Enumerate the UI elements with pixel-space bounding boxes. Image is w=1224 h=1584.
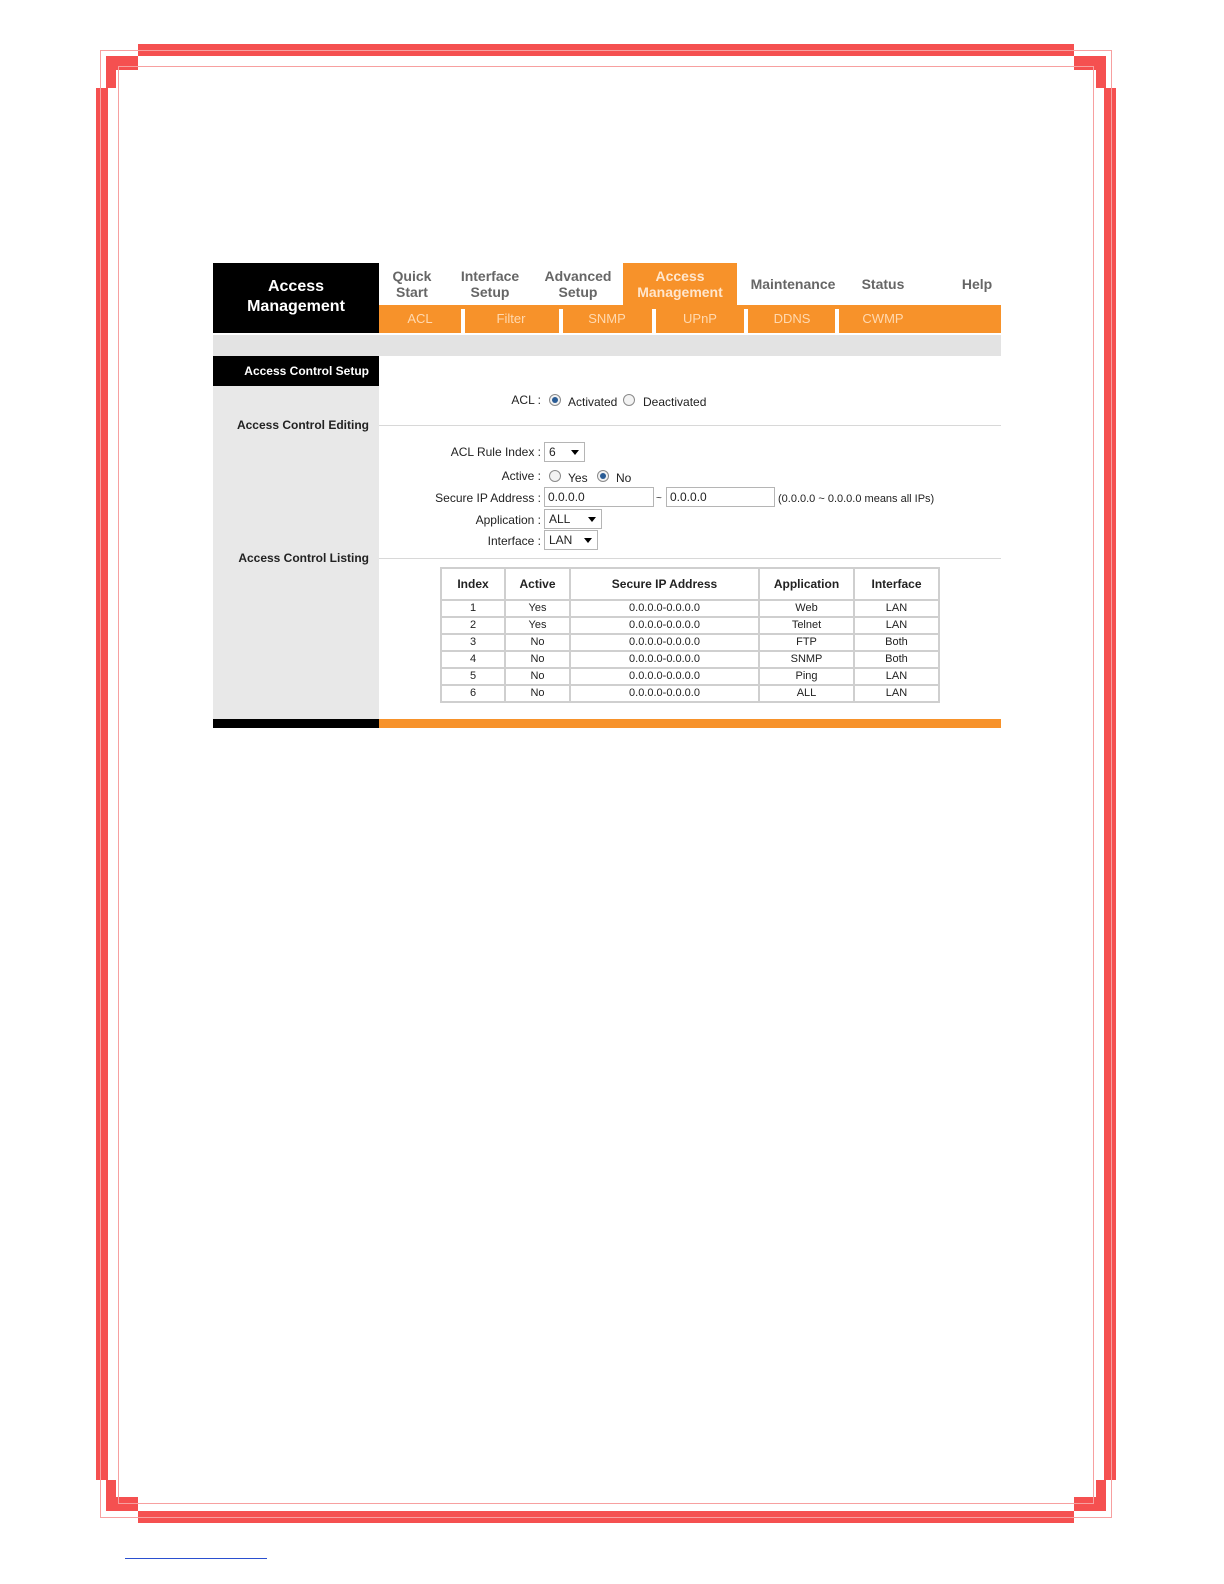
subtab-filter[interactable]: Filter: [496, 311, 526, 326]
cell-application: SNMP: [759, 651, 854, 668]
footer-bar-right: [379, 719, 1001, 728]
cell-index: 3: [441, 634, 505, 651]
nav-tab-label: Status: [861, 276, 905, 292]
section-title-setup: Access Control Setup: [213, 356, 379, 386]
cell-active: No: [505, 668, 570, 685]
chevron-down-icon: [584, 538, 592, 543]
cell-index: 4: [441, 651, 505, 668]
nav-tab-maintenance[interactable]: [743, 263, 843, 305]
table-row: [441, 685, 939, 702]
table-row: [441, 634, 939, 651]
acl-listing-table: [440, 567, 940, 703]
chevron-down-icon: [588, 517, 596, 522]
nav-tab-quick-start[interactable]: [379, 263, 445, 305]
section-sidebar: [213, 356, 379, 719]
nav-tab-label: Maintenance: [750, 276, 836, 292]
cell-interface: LAN: [854, 685, 939, 702]
router-admin-panel: [213, 263, 1001, 728]
subtab-snmp[interactable]: SNMP: [588, 311, 626, 326]
column-header-application: Application: [759, 568, 854, 600]
cell-secure-ip: 0.0.0.0-0.0.0.0: [570, 617, 759, 634]
acl-rule-index-select[interactable]: [544, 442, 585, 462]
column-header-interface: Interface: [854, 568, 939, 600]
nav-tab-label: Start: [396, 284, 428, 300]
table-row: [441, 600, 939, 617]
brand-line2: Management: [247, 298, 345, 315]
acl-activated-radio[interactable]: [549, 394, 561, 406]
cell-index: 5: [441, 668, 505, 685]
interface-select[interactable]: [544, 530, 598, 550]
section-divider: [379, 425, 1001, 426]
cell-interface: Both: [854, 651, 939, 668]
cell-application: Telnet: [759, 617, 854, 634]
active-no-radio[interactable]: [597, 470, 609, 482]
cell-application: FTP: [759, 634, 854, 651]
secure-ip-end-input[interactable]: [666, 487, 775, 507]
acl-label: ACL :: [511, 393, 541, 407]
nav-tab-access-management[interactable]: [623, 263, 737, 305]
section-label-editing: Access Control Editing: [236, 418, 369, 432]
active-yes-radio[interactable]: [549, 470, 561, 482]
active-no-label: No: [616, 471, 632, 485]
cell-interface: LAN: [854, 600, 939, 617]
brand-line1: Access: [267, 278, 325, 295]
application-value: ALL: [549, 512, 571, 526]
interface-value: LAN: [549, 533, 573, 547]
table-row: [441, 668, 939, 685]
secure-ip-separator: ~: [656, 493, 662, 504]
cell-interface: LAN: [854, 617, 939, 634]
subtab-upnp[interactable]: UPnP: [683, 311, 717, 326]
secure-ip-hint: (0.0.0.0 ~ 0.0.0.0 means all IPs): [778, 493, 935, 505]
nav-tab-label: Setup: [470, 284, 510, 300]
cell-interface: Both: [854, 634, 939, 651]
cell-index: 1: [441, 600, 505, 617]
cell-application: Ping: [759, 668, 854, 685]
column-header-secure-ip: Secure IP Address: [570, 568, 759, 600]
table-header-row: [441, 568, 939, 600]
cell-active: No: [505, 634, 570, 651]
application-label: Application :: [475, 513, 541, 527]
nav-tab-label: Management: [637, 284, 723, 300]
subtab-cwmp[interactable]: CWMP: [862, 311, 904, 326]
footer-bar-left: [213, 719, 379, 728]
nav-tab-label: Access: [655, 268, 705, 284]
cell-secure-ip: 0.0.0.0-0.0.0.0: [570, 600, 759, 617]
chevron-down-icon: [571, 450, 579, 455]
acl-deactivated-label: Deactivated: [643, 395, 707, 409]
cell-index: 6: [441, 685, 505, 702]
acl-rule-index-value: 6: [549, 445, 556, 459]
nav-tab-status[interactable]: [853, 263, 913, 305]
column-header-index: Index: [441, 568, 505, 600]
table-row: [441, 651, 939, 668]
acl-deactivated-radio[interactable]: [623, 394, 635, 406]
brand-block: [213, 263, 379, 333]
nav-tab-label: Quick: [392, 268, 432, 284]
nav-tab-interface-setup[interactable]: [449, 263, 531, 305]
column-header-active: Active: [505, 568, 570, 600]
nav-tab-label: Interface: [460, 268, 520, 284]
cell-application: ALL: [759, 685, 854, 702]
section-divider: [379, 558, 1001, 559]
section-label-listing: Access Control Listing: [238, 551, 369, 565]
cell-active: No: [505, 685, 570, 702]
secure-ip-start-input[interactable]: [544, 487, 654, 507]
nav-tab-label: Help: [961, 276, 993, 292]
main-nav: [379, 263, 1001, 305]
subtab-acl[interactable]: ACL: [407, 311, 433, 326]
sub-nav: [379, 305, 1001, 333]
active-yes-label: Yes: [568, 471, 588, 485]
table-row: [441, 617, 939, 634]
subtab-ddns[interactable]: DDNS: [773, 311, 811, 326]
cell-active: Yes: [505, 600, 570, 617]
cell-secure-ip: 0.0.0.0-0.0.0.0: [570, 668, 759, 685]
cell-active: No: [505, 651, 570, 668]
cell-index: 2: [441, 617, 505, 634]
acl-activated-label: Activated: [568, 395, 618, 409]
footnote-divider: [125, 1558, 267, 1559]
cell-interface: LAN: [854, 668, 939, 685]
header-divider-band: [213, 335, 1001, 356]
active-label: Active :: [501, 469, 541, 483]
cell-active: Yes: [505, 617, 570, 634]
cell-application: Web: [759, 600, 854, 617]
acl-rule-index-label: ACL Rule Index :: [450, 445, 541, 459]
cell-secure-ip: 0.0.0.0-0.0.0.0: [570, 634, 759, 651]
nav-tab-help[interactable]: [951, 263, 1003, 305]
application-select[interactable]: [544, 509, 602, 529]
interface-label: Interface :: [487, 534, 541, 548]
nav-tab-advanced-setup[interactable]: [536, 263, 620, 305]
cell-secure-ip: 0.0.0.0-0.0.0.0: [570, 651, 759, 668]
nav-tab-label: Advanced: [544, 268, 612, 284]
cell-secure-ip: 0.0.0.0-0.0.0.0: [570, 685, 759, 702]
nav-tab-label: Setup: [558, 284, 598, 300]
secure-ip-label: Secure IP Address :: [435, 491, 541, 505]
